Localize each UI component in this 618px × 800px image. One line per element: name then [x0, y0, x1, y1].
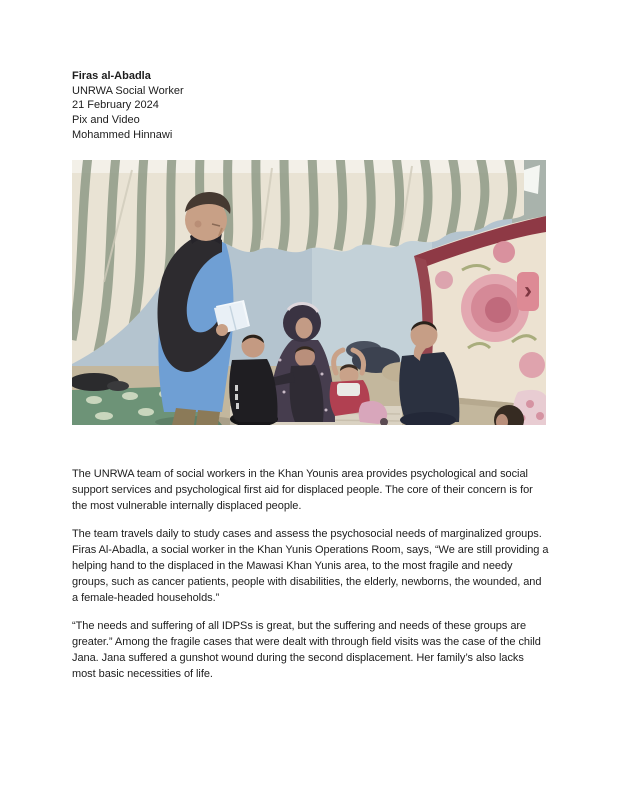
- paragraph: “The needs and suffering of all IDPSs is great, but the suffering and needs of these groups are greater.” Among the fragile cases that were dealt with through field visits was the case of the child Jana. Jana suffered a gunshot wound during the second displacement. Her family’s also lacks most basic necessities of life.: [72, 620, 541, 680]
- date: 21 February 2024: [72, 99, 159, 112]
- chevron-right-icon: ›: [524, 276, 532, 304]
- article-body: [72, 466, 550, 694]
- author-name: Firas al-Abadla: [72, 70, 151, 82]
- author-role: UNRWA Social Worker: [72, 84, 184, 97]
- credit-label: Pix and Video: [72, 114, 140, 127]
- photo: [72, 160, 546, 425]
- paragraph: The UNRWA team of social workers in the Khan Younis area provides psychological and social support services and psychological first aid for displaced people. The core of their concern is for the most vulnerable internally displaced people.: [72, 468, 533, 512]
- paragraph: The team travels daily to study cases and assess the psychosocial needs of marginalized groups. Firas Al-Abadla, a social worker in the Khan Yunis Operations Room, says, “We are still providing a helping hand to the displaced in the Mawasi Khan Yunis area, to the most fragile and needy groups, such as cancer patients, people with disabilities, the elderly, newborns, the wounded, and a female-headed households.”: [72, 528, 549, 604]
- photo-next-button[interactable]: [517, 272, 539, 311]
- credit-name: Mohammed Hinnawi: [72, 128, 173, 141]
- byline-block: [72, 69, 184, 143]
- photo-illustration: [72, 160, 546, 425]
